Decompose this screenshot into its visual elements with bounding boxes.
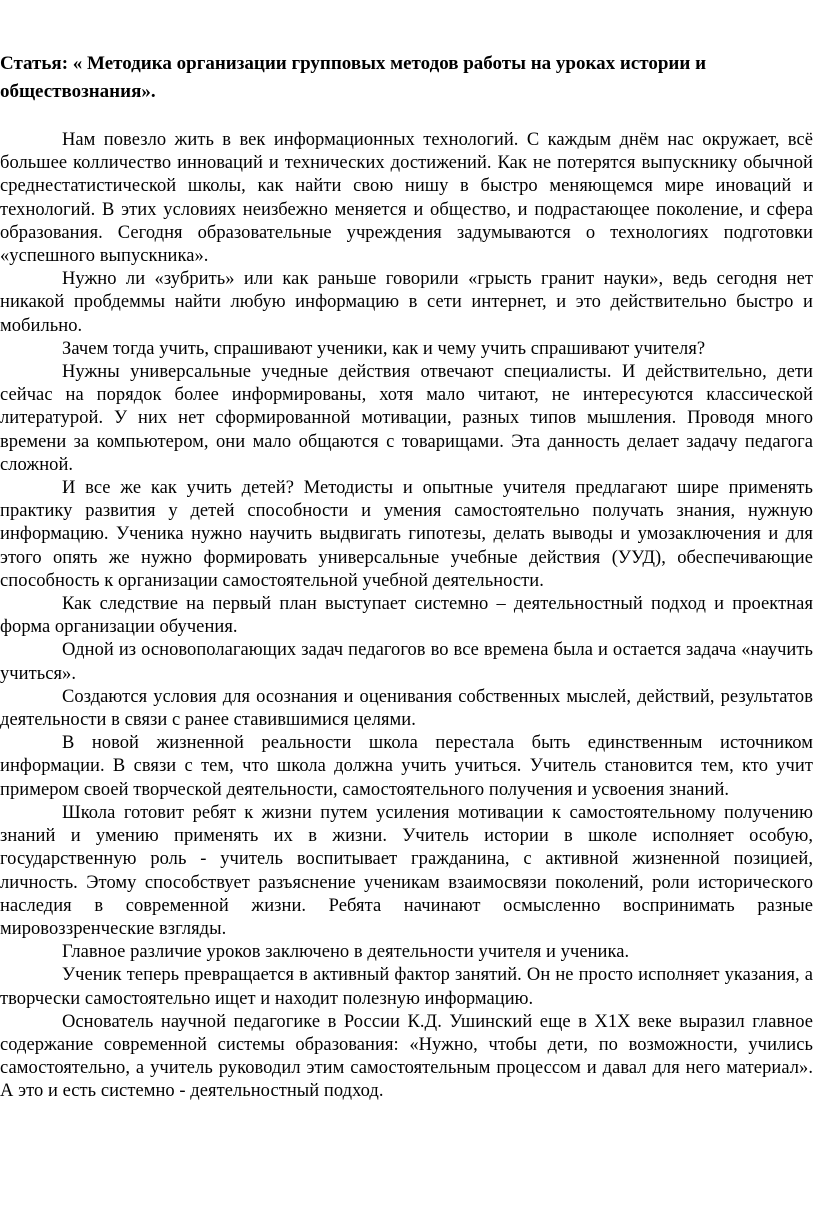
paragraph-1: Нам повезло жить в век информационных технологий. С каждым днём нас окружает, всё большее колличество инноваций и технических достижений. Как не потерятся выпускнику обычной среднестатистической школы, как найти свою нишу в быстро меняющемся мире иноваций и технологий. В этих условиях неизбежно меняется и общество, и подрастающее поколение, и сфера образования. Сегодня образовательные учреждения задумываются о технологиях подготовки «успешного выпускника».: [0, 130, 813, 267]
paragraph-13: Основатель научной педагогике в России К.Д. Ушинский еще в Х1Х веке выразил главное содержание современной системы образования: «Нужно, чтобы дети, по возможности, учились самостоятельно, а учитель руководил этим самостоятельным процессом и давал для него материал». А это и есть системно - деятельностный подход.: [0, 1011, 813, 1102]
paragraph-7: Одной из основополагающих задач педагогов во все времена была и остается задача «научить учиться».: [0, 640, 813, 684]
paragraph-6: Как следствие на первый план выступает системно – деятельностный подход и проектная форма организации обучения.: [0, 594, 813, 638]
paragraph-9: В новой жизненной реальности школа перестала быть единственным источником информации. В связи с тем, что школа должна учить учиться. Учитель становится тем, кто учит примером своей творческой деятельности, самостоятельного получения и усвоения знаний.: [0, 733, 813, 800]
paragraph-4: Нужны универсальные учедные действия отвечают специалисты. И действительно, дети сейчас на порядок более информированы, хотя мало читают, не интересуются классической литературой. У них нет сформированной мотивации, разных типов мышления. Проводя много времени за компьютером, они мало общаются с товарищами. Эта данность делает задачу педагога сложной.: [0, 362, 813, 475]
paragraph-10: Школа готовит ребят к жизни путем усиления мотивации к самостоятельному получению знаний и умению применять их в жизни. Учитель истории в школе исполняет особую, государственную роль - учитель воспитывает гражданина, с активной жизненной позицией, личность. Этому способствует разъяснение ученикам взаимосвязи поколений, роли исторического наследия в современной жизни. Ребята начинают осмысленно воспринимать разные мировоззренческие взгляды.: [0, 802, 813, 939]
document-page: [0, 50, 813, 1104]
paragraph-11: Главное различие уроков заключено в деятельности учителя и ученика.: [62, 942, 630, 963]
paragraph-5: И все же как учить детей? Методисты и опытные учителя предлагают шире применять практику развития у детей способности и умения самостоятельно получать знания, нужную информацию. Ученика нужно научить выдвигать гипотезы, делать выводы и умозаключения и для этого опять же нужно формировать универсальные учебные действия (УУД), обеспечивающие способность к организации самостоятельной учебной деятельности.: [0, 478, 813, 591]
paragraph-12: Ученик теперь превращается в активный фактор занятий. Он не просто исполняет указания, а творчески самостоятельно ищет и находит полезную информацию.: [0, 965, 813, 1009]
paragraph-8: Создаются условия для осознания и оценивания собственных мыслей, действий, результатов деятельности в связи с ранее ставившимися целями.: [0, 686, 813, 731]
article-title: Статья: « Методика организации групповых методов работы на уроках истории и обществознания».: [0, 53, 707, 102]
paragraph-3: Зачем тогда учить, спрашивают ученики, как и чему учить спрашивают учителя?: [62, 338, 706, 359]
paragraph-2: Нужно ли «зубрить» или как раньше говорили «грысть гранит науки», ведь сегодня нет никакой пробдеммы найти любую информацию в сети интернет, и это действительно быстро и мобильно.: [0, 269, 813, 336]
